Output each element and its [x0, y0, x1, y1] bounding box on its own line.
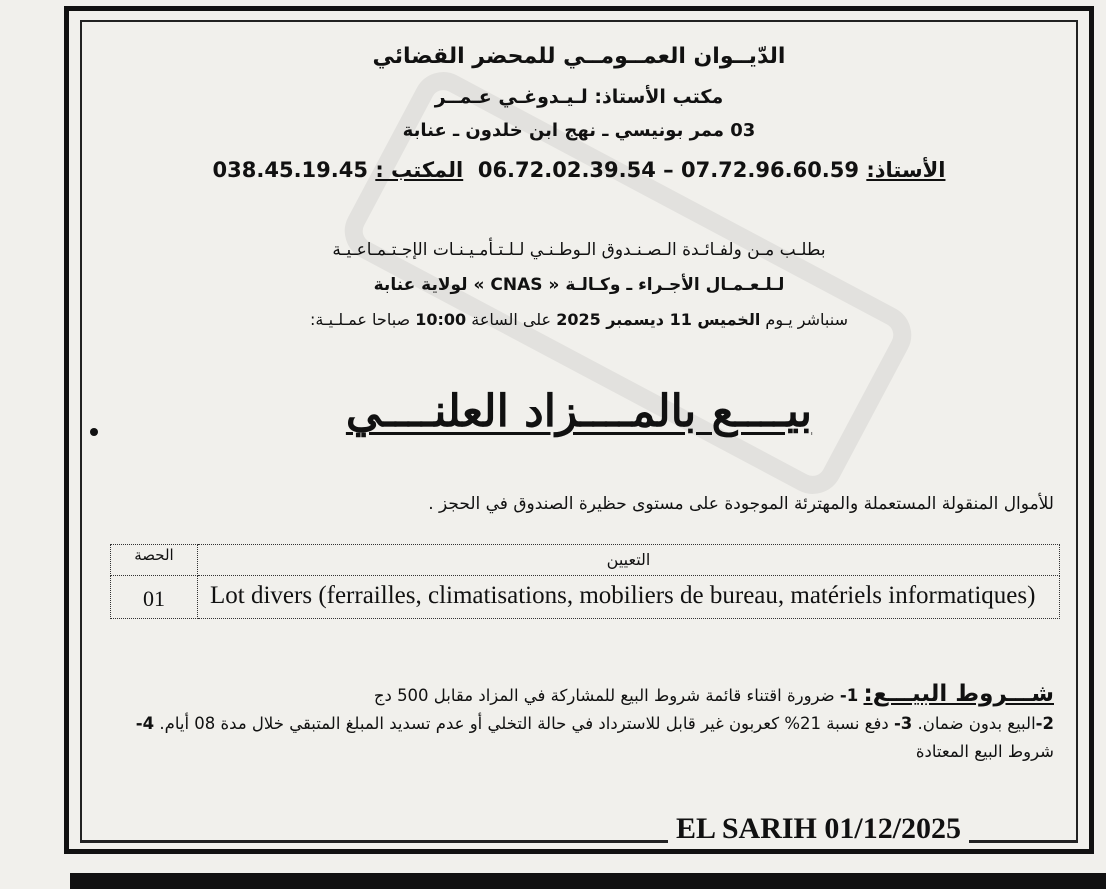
conditions-heading: شـــروط البيـــع:	[863, 681, 1054, 707]
lot-designation: Lot divers (ferrailles, climatisations, mobiliers de bureau, matériels informatiques)	[198, 576, 1060, 619]
condition-4-number: 4-	[135, 714, 155, 733]
publication-reference: EL SARIH 01/12/2025	[668, 812, 969, 846]
phones-office: 038.45.19.45	[212, 158, 368, 182]
request-line-3	[80, 310, 1078, 329]
office-name: الدّيــوان العمــومــي للمحضر القضائي	[372, 44, 786, 69]
phones-master: 06.72.02.39.54 – 07.72.96.60.59	[477, 158, 860, 182]
condition-2: البيع بدون ضمان.	[917, 714, 1036, 733]
phones-line	[80, 158, 1078, 182]
table-row	[111, 576, 1060, 619]
header-designation: التعيين	[198, 545, 1060, 576]
auction-title: بيــــع بالمــــزاد العلنــــي	[345, 386, 813, 437]
goods-description: للأموال المنقولة المستعملة والمهترئة الموجودة على مستوى حظيرة الصندوق في الحجز .	[428, 494, 1054, 514]
header-lot: الحصة	[111, 545, 198, 576]
condition-2-number: 2-	[1035, 714, 1054, 733]
lot-number: 01	[111, 576, 198, 619]
sale-time: 10:00	[415, 310, 467, 329]
master-name: مكتب الأستاذ: لـيـدوغـي عـمــر	[434, 86, 724, 108]
phones-label-office: المكتب :	[375, 158, 464, 182]
request-line-3-prefix: سنباشر يـوم	[765, 310, 848, 329]
request-line-3-mid: على الساعة	[471, 310, 552, 329]
address: 03 ممر بونيسي ـ نهج ابن خلدون ـ عنابة	[402, 120, 756, 141]
phones-label-master: الأستاذ:	[866, 158, 946, 182]
condition-3-number: 3-	[893, 714, 913, 733]
request-line-3-suffix: صباحا عمـلـيـة:	[310, 310, 411, 329]
bullet-dot	[90, 428, 98, 436]
sale-conditions	[114, 680, 1054, 766]
sale-date: الخميس 11 ديسمبر 2025	[556, 310, 761, 329]
request-line-2: لـلـعـمـال الأجـراء ـ وكـالـة « CNAS » لولاية عنابة	[373, 275, 785, 295]
condition-4: شروط البيع المعتادة	[915, 742, 1054, 761]
condition-1: ضرورة اقتناء قائمة شروط البيع للمشاركة في المزاد مقابل 500 دج	[373, 686, 835, 705]
table-header-row	[111, 545, 1060, 576]
condition-3: دفع نسبة 21% كعربون غير قابل للاسترداد في حالة التخلي أو عدم تسديد المبلغ المتبقي خلال مدة 08 أيام.	[159, 714, 889, 733]
request-line-1: بطلـب مـن ولفـائـدة الـصـنـدوق الـوطـنـي لـلـتـأمـيـنـات الإجـتـمـاعـيـة	[332, 240, 826, 260]
lots-table	[110, 544, 1060, 619]
bottom-divider	[70, 873, 1106, 889]
condition-1-number: 1-	[839, 686, 859, 705]
